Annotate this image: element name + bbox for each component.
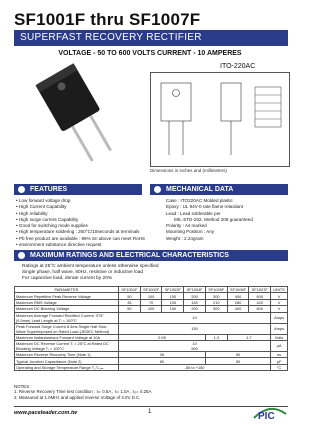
value-cell: 100 <box>140 306 162 312</box>
mechanical-data-list <box>166 198 253 242</box>
dimension-drawing <box>150 72 290 167</box>
parameter-cell: Maximum DC Reverse Current Tₗ = 25°C at Rated DC Blocking Voltage Tₗ = 100°C <box>15 340 119 351</box>
table-row <box>15 340 288 351</box>
value-cell: 50 <box>205 358 270 364</box>
mechanical-data-heading: MECHANICAL DATA <box>150 184 288 195</box>
table-header-cell: SF1002F <box>140 287 162 293</box>
rating-conditions <box>22 264 159 283</box>
value-cell: 35 <box>119 351 206 357</box>
parameter-cell: Maximum Reverse Recovery Time (Note 1) <box>15 351 119 357</box>
parameter-cell: Maximum DC Blocking Voltage <box>15 306 119 312</box>
value-cell: 1.7 <box>227 334 270 340</box>
list-item: • Pb free product are available : 99% Sn above can meet RoHS <box>16 235 146 241</box>
condition-line: Single phase, half wave, 60Hz, resistive or inductive load <box>22 270 144 276</box>
table-header-cell: SF1007F <box>249 287 271 293</box>
value-cell: -55 to +150 <box>119 364 271 370</box>
ratings-table <box>14 286 288 371</box>
value-cell: 150 <box>162 293 184 299</box>
condition-line: Ratings at 25°C ambient temperature unless otherwise specified <box>22 264 159 269</box>
list-item: Case : ITO220AC Molded plastic <box>166 198 233 203</box>
value-cell: 105 <box>162 299 184 305</box>
list-item: • environment substance directive request <box>16 242 102 248</box>
parameter-cell: Operating and Storage Temperature Range Tⱼ,Tₛₜₘ <box>15 364 119 370</box>
list-item: • High reliability <box>16 210 48 216</box>
list-item: MIL-STD-202, Method 208 guaranteed <box>174 216 253 222</box>
value-cell: V <box>271 299 288 305</box>
table-header-cell: SF1004F <box>184 287 206 293</box>
table-row <box>15 323 288 334</box>
svg-text:PIC: PIC <box>258 411 275 420</box>
document-title: SF1001F thru SF1007F <box>14 10 201 29</box>
features-list <box>16 198 145 248</box>
parameter-cell: Peak Forward Surge Current 8.3ms Single Half Sine-Wave Superimposed on Rated Load (JEDEC Method) <box>15 323 119 334</box>
value-cell: 1.3 <box>205 334 227 340</box>
table-header-cell: SF1006F <box>227 287 249 293</box>
value-cell: 210 <box>205 299 227 305</box>
value-cell: Amps <box>271 323 288 334</box>
website-link[interactable]: www.paceleader.com.tw <box>14 410 78 416</box>
list-item: Weight : 2.24gram <box>166 235 204 241</box>
note-line: 2. Measured at 1.0MHz and applied reverse Voltage of 4.0V D.C. <box>14 394 141 400</box>
footer-divider <box>14 406 288 407</box>
list-item: • High surge current Capability <box>16 216 79 222</box>
table-header-cell: SF1005F <box>205 287 227 293</box>
value-cell: 200 <box>184 293 206 299</box>
list-item: • Low forward voltage drop <box>16 198 71 203</box>
value-cell: V <box>271 293 288 299</box>
value-cell: 50 <box>119 293 141 299</box>
list-item: • High temperature soldering : 260°C/10seconds at terminals <box>16 229 140 235</box>
bullet-icon <box>18 186 25 193</box>
value-cell: 70 <box>140 299 162 305</box>
parameter-cell: Typical Junction Capacitance (Note 2) <box>15 358 119 364</box>
value-cell: 280 <box>227 299 249 305</box>
value-cell: μA <box>271 340 288 351</box>
list-item: • Good for switching mode supplies <box>16 223 88 229</box>
value-cell: 35 <box>119 299 141 305</box>
bullet-icon <box>154 186 161 193</box>
value-cell: 300 <box>205 293 227 299</box>
value-cell: Volts <box>271 334 288 340</box>
table-header-cell: PARAMETER <box>15 287 119 293</box>
value-cell: 200 <box>184 306 206 312</box>
value-cell: 50 <box>205 351 270 357</box>
ratings-heading: MAXIMUM RATINGS AND ELECTRICAL CHARACTERISTICS <box>14 250 288 261</box>
value-cell: 80 <box>119 358 206 364</box>
value-cell: 400 <box>227 306 249 312</box>
value-cell: 140 <box>184 299 206 305</box>
list-item: • High Current Capability <box>16 204 67 210</box>
voltage-current-subtitle: VOLTAGE - 50 TO 600 VOLTS CURRENT - 10 AMPERES <box>58 50 242 57</box>
table-header-cell: SF1003F <box>162 287 184 293</box>
package-name: ITO-220AC <box>220 63 256 70</box>
value-cell: °C <box>271 364 288 370</box>
parameter-cell: Maximum Repetitive Peak Reverse Voltage <box>15 293 119 299</box>
table-row <box>15 364 288 370</box>
value-cell: Amps <box>271 312 288 323</box>
value-cell: 50 <box>119 306 141 312</box>
condition-line: For capacitive load, derate current by 20% <box>22 276 113 282</box>
list-item: Lead : Lead solderable per <box>166 210 221 216</box>
table-row <box>15 312 288 323</box>
value-cell: 100 <box>140 293 162 299</box>
value-cell: V <box>271 306 288 312</box>
value-cell: 150 <box>162 306 184 312</box>
value-cell: 150 <box>119 323 271 334</box>
value-cell: 10 <box>119 312 271 323</box>
page-number: 1 <box>148 409 152 415</box>
value-cell: 600 <box>249 293 271 299</box>
value-cell: 300 <box>205 306 227 312</box>
notes <box>14 384 151 400</box>
table-header-cell: SF1001F <box>119 287 141 293</box>
list-item: Mounting Position : Any <box>166 229 215 235</box>
value-cell: 10 500 <box>119 340 271 351</box>
value-cell: 600 <box>249 306 271 312</box>
parameter-cell: Maximum Average Forward Rectified Current .375" (9.5mm) Lead Length at Tₗ = 100°C <box>15 312 119 323</box>
list-item: Polarity : As marked <box>166 223 207 229</box>
table-header-cell: UNITS <box>271 287 288 293</box>
parameter-cell: Maximum Instantaneous Forward Voltage at 10A <box>15 334 119 340</box>
value-cell: pF <box>271 358 288 364</box>
dimensions-note: Dimensions in inches and (millimeters) <box>150 168 228 173</box>
value-cell: 0.95 <box>119 334 206 340</box>
value-cell: 420 <box>249 299 271 305</box>
list-item: Epoxy : UL 94V-0 rate flame retardant <box>166 204 243 210</box>
bullet-icon <box>18 252 25 259</box>
features-heading: FEATURES <box>14 184 142 195</box>
pic-logo <box>252 404 288 420</box>
diode-package-image <box>18 60 138 175</box>
note-line: 1. Reverse Recovery Time test condition : Iₗ= 0.5A , Iₗ= 1.0A , Iᵣᵣ= 0.25A <box>14 389 152 395</box>
value-cell: 400 <box>227 293 249 299</box>
value-cell: ns <box>271 351 288 357</box>
parameter-cell: Maximum RMS Voltage <box>15 299 119 305</box>
product-banner: SUPERFAST RECOVERY RECTIFIER <box>14 30 288 46</box>
notes-heading: NOTES : <box>14 384 32 389</box>
